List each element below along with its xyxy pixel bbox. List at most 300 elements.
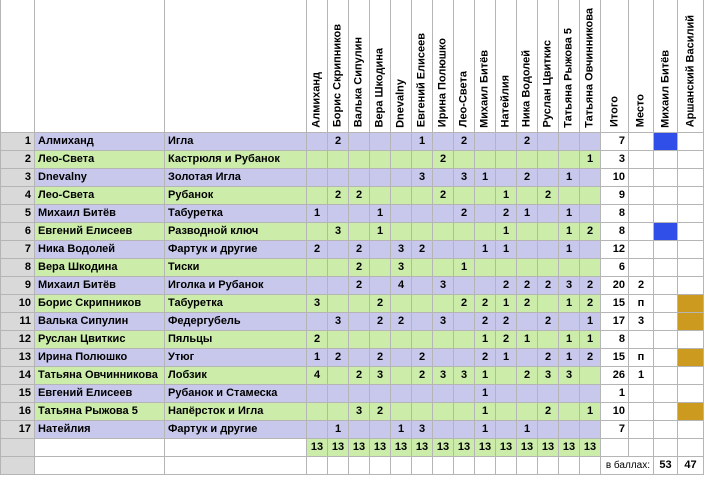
score-cell[interactable]: 1 xyxy=(328,420,349,438)
score-cell[interactable] xyxy=(454,240,475,258)
row-number-cell[interactable]: 12 xyxy=(1,330,35,348)
score-cell[interactable] xyxy=(580,168,601,186)
row-number-cell[interactable] xyxy=(1,456,35,474)
work-title-cell[interactable]: Иголка и Рубанок xyxy=(165,276,307,294)
score-cell[interactable] xyxy=(307,384,328,402)
score-cell[interactable] xyxy=(391,402,412,420)
score-cell[interactable]: 1 xyxy=(517,204,538,222)
score-cell[interactable]: 1 xyxy=(580,150,601,168)
empty-cell[interactable] xyxy=(165,438,307,456)
score-cell[interactable]: 1 xyxy=(307,348,328,366)
score-cell[interactable] xyxy=(433,348,454,366)
score-cell[interactable] xyxy=(349,294,370,312)
score-cell[interactable]: 1 xyxy=(370,204,391,222)
score-cell[interactable] xyxy=(349,312,370,330)
score-cell[interactable]: 2 xyxy=(349,366,370,384)
extra-vote-cell[interactable] xyxy=(654,204,678,222)
score-cell[interactable] xyxy=(391,384,412,402)
score-cell[interactable] xyxy=(349,348,370,366)
extra-vote-cell[interactable] xyxy=(678,186,704,204)
score-cell[interactable] xyxy=(517,402,538,420)
column-total-cell[interactable]: 13 xyxy=(391,438,412,456)
score-cell[interactable] xyxy=(580,132,601,150)
score-cell[interactable] xyxy=(517,240,538,258)
extra-vote-cell[interactable] xyxy=(654,384,678,402)
score-cell[interactable]: 2 xyxy=(538,276,559,294)
score-cell[interactable] xyxy=(433,420,454,438)
score-cell[interactable] xyxy=(559,312,580,330)
column-total-cell[interactable]: 13 xyxy=(559,438,580,456)
score-cell[interactable]: 3 xyxy=(349,402,370,420)
score-cell[interactable] xyxy=(496,132,517,150)
work-title-cell[interactable]: Тиски xyxy=(165,258,307,276)
score-cell[interactable]: 2 xyxy=(517,366,538,384)
score-cell[interactable] xyxy=(370,132,391,150)
score-cell[interactable]: 3 xyxy=(433,312,454,330)
score-cell[interactable] xyxy=(370,150,391,168)
empty-cell[interactable] xyxy=(538,456,559,474)
score-cell[interactable] xyxy=(391,150,412,168)
column-header[interactable] xyxy=(307,0,328,132)
total-cell[interactable]: 3 xyxy=(601,150,629,168)
score-cell[interactable] xyxy=(433,168,454,186)
score-cell[interactable] xyxy=(559,186,580,204)
score-cell[interactable]: 3 xyxy=(412,168,433,186)
score-cell[interactable]: 1 xyxy=(580,330,601,348)
total-cell[interactable]: 17 xyxy=(601,312,629,330)
score-cell[interactable]: 2 xyxy=(580,276,601,294)
work-title-cell[interactable]: Разводной ключ xyxy=(165,222,307,240)
row-number-cell[interactable]: 3 xyxy=(1,168,35,186)
extra-vote-cell[interactable] xyxy=(654,150,678,168)
empty-cell[interactable] xyxy=(433,456,454,474)
score-cell[interactable]: 1 xyxy=(559,294,580,312)
column-total-cell[interactable]: 13 xyxy=(433,438,454,456)
empty-cell[interactable] xyxy=(496,456,517,474)
score-cell[interactable]: 2 xyxy=(412,240,433,258)
author-cell[interactable]: Ника Водолей xyxy=(35,240,165,258)
score-cell[interactable] xyxy=(538,168,559,186)
total-cell[interactable]: 15 xyxy=(601,348,629,366)
extra-vote-cell[interactable] xyxy=(654,168,678,186)
extra-vote-cell[interactable] xyxy=(654,348,678,366)
score-cell[interactable] xyxy=(412,150,433,168)
work-title-cell[interactable]: Золотая Игла xyxy=(165,168,307,186)
extra-vote-cell[interactable] xyxy=(678,402,704,420)
score-cell[interactable]: 1 xyxy=(496,294,517,312)
score-cell[interactable]: 2 xyxy=(496,204,517,222)
score-cell[interactable]: 3 xyxy=(433,366,454,384)
score-cell[interactable] xyxy=(475,204,496,222)
score-cell[interactable]: 2 xyxy=(328,132,349,150)
place-cell[interactable] xyxy=(629,132,654,150)
score-cell[interactable]: 2 xyxy=(454,132,475,150)
score-cell[interactable] xyxy=(538,294,559,312)
score-cell[interactable]: 3 xyxy=(328,312,349,330)
total-cell[interactable]: 8 xyxy=(601,204,629,222)
score-cell[interactable] xyxy=(517,150,538,168)
score-cell[interactable]: 2 xyxy=(538,348,559,366)
score-cell[interactable] xyxy=(328,384,349,402)
author-cell[interactable]: Руслан Цвиткис xyxy=(35,330,165,348)
extra-vote-cell[interactable] xyxy=(654,240,678,258)
total-cell[interactable]: 7 xyxy=(601,420,629,438)
score-cell[interactable]: 1 xyxy=(307,204,328,222)
score-cell[interactable] xyxy=(412,222,433,240)
column-header[interactable] xyxy=(433,0,454,132)
score-cell[interactable] xyxy=(307,186,328,204)
score-cell[interactable] xyxy=(349,420,370,438)
score-cell[interactable] xyxy=(328,294,349,312)
extra-vote-cell[interactable] xyxy=(678,132,704,150)
score-cell[interactable] xyxy=(391,132,412,150)
empty-cell[interactable] xyxy=(601,438,629,456)
score-cell[interactable]: 1 xyxy=(475,168,496,186)
score-cell[interactable] xyxy=(328,258,349,276)
score-cell[interactable] xyxy=(496,366,517,384)
column-header[interactable] xyxy=(538,0,559,132)
score-cell[interactable] xyxy=(433,294,454,312)
score-cell[interactable]: 2 xyxy=(475,312,496,330)
score-cell[interactable]: 2 xyxy=(328,348,349,366)
row-number-cell[interactable]: 8 xyxy=(1,258,35,276)
row-number-cell[interactable]: 4 xyxy=(1,186,35,204)
score-cell[interactable] xyxy=(454,150,475,168)
score-cell[interactable] xyxy=(496,258,517,276)
score-cell[interactable] xyxy=(328,330,349,348)
empty-cell[interactable] xyxy=(517,456,538,474)
empty-cell[interactable] xyxy=(349,456,370,474)
total-cell[interactable]: 7 xyxy=(601,132,629,150)
score-cell[interactable] xyxy=(433,330,454,348)
score-cell[interactable]: 3 xyxy=(559,366,580,384)
place-cell[interactable] xyxy=(629,168,654,186)
score-cell[interactable]: 1 xyxy=(559,348,580,366)
score-cell[interactable]: 2 xyxy=(496,330,517,348)
score-cell[interactable]: 2 xyxy=(349,186,370,204)
empty-cell[interactable] xyxy=(307,456,328,474)
score-cell[interactable] xyxy=(538,204,559,222)
score-cell[interactable] xyxy=(538,258,559,276)
extra-vote-cell[interactable] xyxy=(678,150,704,168)
column-header-extra[interactable] xyxy=(654,0,678,132)
score-cell[interactable] xyxy=(433,240,454,258)
place-cell[interactable] xyxy=(629,240,654,258)
column-total-cell[interactable]: 13 xyxy=(517,438,538,456)
score-cell[interactable]: 1 xyxy=(412,132,433,150)
score-cell[interactable]: 2 xyxy=(475,348,496,366)
author-cell[interactable]: Валька Сипулин xyxy=(35,312,165,330)
score-cell[interactable] xyxy=(391,204,412,222)
score-cell[interactable]: 2 xyxy=(307,330,328,348)
author-cell[interactable]: Борис Скрипников xyxy=(35,294,165,312)
place-cell[interactable]: п xyxy=(629,294,654,312)
extra-vote-cell[interactable] xyxy=(654,222,678,240)
score-cell[interactable]: 1 xyxy=(580,312,601,330)
score-cell[interactable]: 2 xyxy=(433,186,454,204)
extra-vote-cell[interactable] xyxy=(678,330,704,348)
empty-cell[interactable] xyxy=(328,456,349,474)
score-cell[interactable]: 2 xyxy=(454,204,475,222)
score-cell[interactable]: 1 xyxy=(370,222,391,240)
score-cell[interactable] xyxy=(454,186,475,204)
empty-cell[interactable] xyxy=(454,456,475,474)
work-title-cell[interactable]: Фартук и другие xyxy=(165,420,307,438)
extra-vote-cell[interactable] xyxy=(654,276,678,294)
column-total-cell[interactable]: 13 xyxy=(580,438,601,456)
work-title-cell[interactable]: Кастрюля и Рубанок xyxy=(165,150,307,168)
empty-cell[interactable] xyxy=(475,456,496,474)
score-cell[interactable]: 2 xyxy=(517,168,538,186)
column-header[interactable] xyxy=(475,0,496,132)
score-cell[interactable]: 3 xyxy=(538,366,559,384)
empty-cell[interactable] xyxy=(391,456,412,474)
column-header[interactable] xyxy=(496,0,517,132)
score-cell[interactable] xyxy=(307,258,328,276)
score-cell[interactable] xyxy=(517,222,538,240)
score-cell[interactable]: 2 xyxy=(580,222,601,240)
score-cell[interactable] xyxy=(370,276,391,294)
score-cell[interactable]: 1 xyxy=(496,348,517,366)
column-header-extra[interactable] xyxy=(678,0,704,132)
score-cell[interactable]: 2 xyxy=(370,348,391,366)
total-cell[interactable]: 6 xyxy=(601,258,629,276)
score-cell[interactable] xyxy=(475,186,496,204)
author-cell[interactable]: Евгений Елисеев xyxy=(35,222,165,240)
empty-cell[interactable] xyxy=(412,456,433,474)
score-cell[interactable]: 2 xyxy=(370,402,391,420)
score-cell[interactable] xyxy=(391,222,412,240)
author-cell[interactable]: Татьяна Рыжова 5 xyxy=(35,402,165,420)
row-number-cell[interactable]: 15 xyxy=(1,384,35,402)
work-title-cell[interactable]: Пяльцы xyxy=(165,330,307,348)
column-header[interactable] xyxy=(391,0,412,132)
score-cell[interactable]: 1 xyxy=(475,330,496,348)
column-total-cell[interactable]: 13 xyxy=(370,438,391,456)
extra-vote-cell[interactable] xyxy=(678,384,704,402)
author-cell[interactable]: Лео-Света xyxy=(35,186,165,204)
author-cell[interactable]: Лео-Света xyxy=(35,150,165,168)
score-cell[interactable]: 2 xyxy=(370,294,391,312)
score-cell[interactable] xyxy=(307,312,328,330)
score-cell[interactable] xyxy=(307,150,328,168)
score-cell[interactable] xyxy=(517,258,538,276)
score-cell[interactable]: 2 xyxy=(580,348,601,366)
score-cell[interactable] xyxy=(391,168,412,186)
total-cell[interactable]: 10 xyxy=(601,168,629,186)
column-header-total[interactable] xyxy=(601,0,629,132)
place-cell[interactable] xyxy=(629,402,654,420)
extra-vote-cell[interactable] xyxy=(678,222,704,240)
score-cell[interactable] xyxy=(412,294,433,312)
score-cell[interactable]: 2 xyxy=(496,276,517,294)
total-cell[interactable]: 9 xyxy=(601,186,629,204)
score-cell[interactable] xyxy=(370,420,391,438)
score-cell[interactable] xyxy=(580,420,601,438)
score-cell[interactable]: 2 xyxy=(538,402,559,420)
author-cell[interactable]: Dnevalny xyxy=(35,168,165,186)
row-number-cell[interactable]: 13 xyxy=(1,348,35,366)
extra-vote-cell[interactable] xyxy=(678,348,704,366)
total-cell[interactable]: 26 xyxy=(601,366,629,384)
score-cell[interactable]: 4 xyxy=(307,366,328,384)
score-cell[interactable]: 2 xyxy=(349,258,370,276)
total-cell[interactable]: 12 xyxy=(601,240,629,258)
score-cell[interactable]: 1 xyxy=(496,186,517,204)
place-cell[interactable]: п xyxy=(629,348,654,366)
score-cell[interactable] xyxy=(475,132,496,150)
score-cell[interactable] xyxy=(580,384,601,402)
score-cell[interactable] xyxy=(370,330,391,348)
place-cell[interactable] xyxy=(629,384,654,402)
author-cell[interactable]: Алмиханд xyxy=(35,132,165,150)
column-header[interactable] xyxy=(559,0,580,132)
column-total-cell[interactable]: 13 xyxy=(475,438,496,456)
score-cell[interactable] xyxy=(307,402,328,420)
total-cell[interactable]: 1 xyxy=(601,384,629,402)
score-cell[interactable] xyxy=(433,402,454,420)
column-total-cell[interactable]: 13 xyxy=(538,438,559,456)
score-cell[interactable]: 1 xyxy=(496,240,517,258)
score-cell[interactable] xyxy=(580,204,601,222)
empty-cell[interactable] xyxy=(580,456,601,474)
score-cell[interactable] xyxy=(517,312,538,330)
extra-vote-cell[interactable] xyxy=(678,420,704,438)
score-cell[interactable] xyxy=(391,366,412,384)
score-cell[interactable] xyxy=(559,384,580,402)
score-cell[interactable]: 2 xyxy=(496,312,517,330)
score-cell[interactable]: 1 xyxy=(475,366,496,384)
score-cell[interactable] xyxy=(349,222,370,240)
place-cell[interactable]: 2 xyxy=(629,276,654,294)
row-number-cell[interactable]: 7 xyxy=(1,240,35,258)
score-cell[interactable] xyxy=(412,402,433,420)
score-cell[interactable]: 3 xyxy=(328,222,349,240)
extra-vote-cell[interactable] xyxy=(678,312,704,330)
total-cell[interactable]: 8 xyxy=(601,222,629,240)
score-cell[interactable] xyxy=(328,240,349,258)
score-cell[interactable] xyxy=(559,150,580,168)
extra-vote-cell[interactable] xyxy=(654,312,678,330)
score-cell[interactable]: 4 xyxy=(391,276,412,294)
score-cell[interactable] xyxy=(559,132,580,150)
score-cell[interactable] xyxy=(538,330,559,348)
author-cell[interactable]: Вера Шкодина xyxy=(35,258,165,276)
work-title-cell[interactable]: Напёрсток и Игла xyxy=(165,402,307,420)
place-cell[interactable] xyxy=(629,420,654,438)
column-header[interactable] xyxy=(454,0,475,132)
author-cell[interactable]: Натейлия xyxy=(35,420,165,438)
author-cell[interactable]: Татьяна Овчинникова xyxy=(35,366,165,384)
column-header[interactable] xyxy=(412,0,433,132)
score-cell[interactable]: 1 xyxy=(517,420,538,438)
score-cell[interactable] xyxy=(349,168,370,186)
score-cell[interactable]: 2 xyxy=(349,276,370,294)
score-cell[interactable]: 1 xyxy=(496,222,517,240)
extra-vote-cell[interactable] xyxy=(678,204,704,222)
score-value[interactable]: 53 xyxy=(654,456,678,474)
score-cell[interactable] xyxy=(433,222,454,240)
score-cell[interactable] xyxy=(391,348,412,366)
score-cell[interactable]: 3 xyxy=(370,366,391,384)
place-cell[interactable]: 1 xyxy=(629,366,654,384)
row-number-cell[interactable]: 1 xyxy=(1,132,35,150)
column-total-cell[interactable]: 13 xyxy=(349,438,370,456)
row-number-cell[interactable]: 2 xyxy=(1,150,35,168)
score-cell[interactable] xyxy=(412,312,433,330)
score-cell[interactable] xyxy=(412,258,433,276)
score-cell[interactable]: 2 xyxy=(538,186,559,204)
extra-vote-cell[interactable] xyxy=(678,168,704,186)
score-cell[interactable] xyxy=(496,150,517,168)
extra-vote-cell[interactable] xyxy=(654,294,678,312)
score-cell[interactable]: 1 xyxy=(559,330,580,348)
score-cell[interactable] xyxy=(538,240,559,258)
work-title-cell[interactable]: Рубанок и Стамеска xyxy=(165,384,307,402)
score-cell[interactable] xyxy=(475,150,496,168)
column-header[interactable] xyxy=(517,0,538,132)
row-number-cell[interactable]: 5 xyxy=(1,204,35,222)
column-total-cell[interactable]: 13 xyxy=(496,438,517,456)
score-cell[interactable]: 2 xyxy=(433,150,454,168)
score-cell[interactable] xyxy=(349,132,370,150)
column-total-cell[interactable]: 13 xyxy=(412,438,433,456)
score-cell[interactable] xyxy=(454,312,475,330)
score-cell[interactable]: 2 xyxy=(349,240,370,258)
empty-cell[interactable] xyxy=(35,456,165,474)
row-number-cell[interactable]: 14 xyxy=(1,366,35,384)
extra-vote-cell[interactable] xyxy=(678,258,704,276)
score-cell[interactable] xyxy=(517,348,538,366)
score-cell[interactable] xyxy=(559,402,580,420)
score-cell[interactable] xyxy=(496,420,517,438)
column-header[interactable] xyxy=(580,0,601,132)
header-name-cell[interactable] xyxy=(35,0,165,132)
score-cell[interactable] xyxy=(370,168,391,186)
score-cell[interactable]: 1 xyxy=(475,240,496,258)
score-cell[interactable] xyxy=(433,204,454,222)
column-header[interactable] xyxy=(328,0,349,132)
score-cell[interactable]: 2 xyxy=(454,294,475,312)
column-total-cell[interactable]: 13 xyxy=(454,438,475,456)
score-cell[interactable] xyxy=(454,348,475,366)
work-title-cell[interactable]: Табуретка xyxy=(165,204,307,222)
score-cell[interactable] xyxy=(517,384,538,402)
extra-vote-cell[interactable] xyxy=(654,366,678,384)
empty-cell[interactable] xyxy=(654,438,678,456)
score-cell[interactable]: 2 xyxy=(538,312,559,330)
score-cell[interactable] xyxy=(328,402,349,420)
score-cell[interactable] xyxy=(454,222,475,240)
score-cell[interactable] xyxy=(328,168,349,186)
work-title-cell[interactable]: Лобзик xyxy=(165,366,307,384)
score-cell[interactable]: 3 xyxy=(391,240,412,258)
score-cell[interactable] xyxy=(580,366,601,384)
score-cell[interactable]: 2 xyxy=(412,348,433,366)
work-title-cell[interactable]: Табуретка xyxy=(165,294,307,312)
score-cell[interactable]: 3 xyxy=(454,168,475,186)
score-cell[interactable] xyxy=(307,420,328,438)
extra-vote-cell[interactable] xyxy=(678,366,704,384)
score-cell[interactable]: 3 xyxy=(454,366,475,384)
score-label[interactable]: в баллах: xyxy=(601,456,654,474)
score-cell[interactable] xyxy=(454,420,475,438)
score-cell[interactable] xyxy=(349,384,370,402)
score-cell[interactable]: 1 xyxy=(475,402,496,420)
score-cell[interactable]: 2 xyxy=(412,366,433,384)
score-cell[interactable] xyxy=(454,384,475,402)
corner-cell[interactable] xyxy=(1,0,35,132)
